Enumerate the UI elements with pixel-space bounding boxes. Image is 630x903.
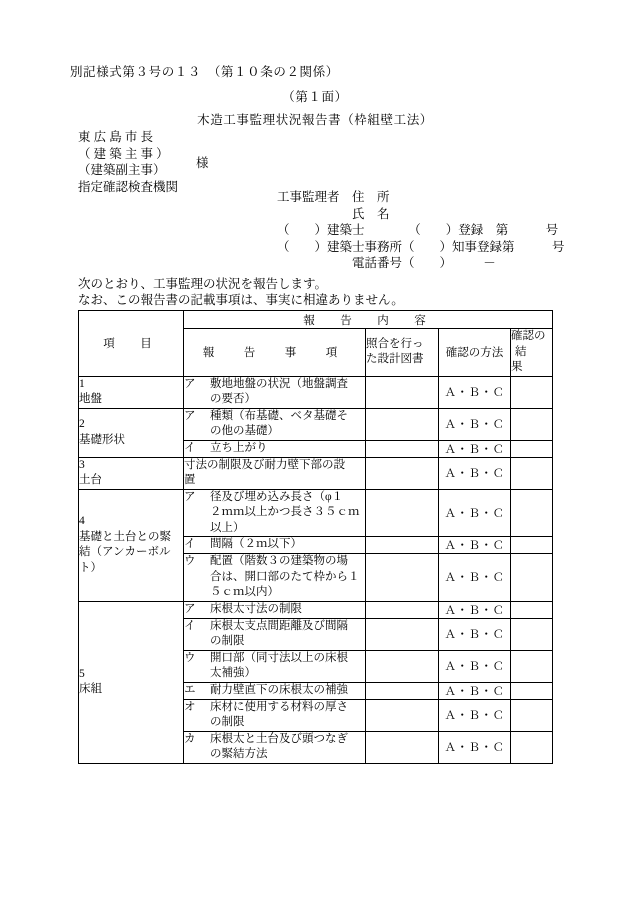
report-matter-text: 寸法の制限及び耐力壁下部の設: [184, 458, 345, 471]
confirm-result-cell[interactable]: [511, 699, 553, 731]
column-header-item: 項 目: [79, 311, 184, 377]
confirm-result-cell[interactable]: [511, 376, 553, 408]
report-matter-cell: [184, 618, 366, 650]
column-header-report-matter: 報 告 事 項: [184, 329, 366, 377]
statement-line-1: 次のとおり、工事監理の状況を報告します。: [78, 277, 328, 291]
form-number: 別記様式第３号の１３ （第１０条の２関係）: [70, 65, 339, 79]
report-matter-line: 太補強）: [210, 667, 256, 679]
confirm-result-cell[interactable]: [511, 489, 553, 537]
confirm-method-cell[interactable]: Ａ・Ｂ・Ｃ: [439, 457, 511, 489]
supervisor-phone-line: 電話番号（ ） －: [277, 256, 496, 270]
report-matter-line: [184, 683, 365, 699]
item-number: 5: [79, 667, 85, 680]
report-matter-line: [184, 409, 365, 425]
report-matter-line: [184, 602, 365, 618]
confirm-method-cell[interactable]: Ａ・Ｂ・Ｃ: [439, 554, 511, 602]
supervisor-address-line: 工事監理者 住 所: [277, 190, 390, 204]
collated-drawings-cell[interactable]: [366, 682, 439, 699]
report-matter-text: 配置（階数３の建築物の場: [210, 555, 348, 567]
confirm-result-cell[interactable]: [511, 440, 553, 457]
report-matter-cell: [184, 650, 366, 682]
report-item-lead: エ: [184, 683, 196, 696]
item-name-line: 結（アンカーボル: [79, 546, 171, 558]
report-matter-text: 立ち上がり: [210, 441, 268, 454]
collated-drawings-line-1: 照合を行っ: [366, 337, 424, 350]
table-header-row-group: [79, 311, 553, 329]
confirm-method-cell[interactable]: Ａ・Ｂ・Ｃ: [439, 601, 511, 618]
confirm-result-cell[interactable]: [511, 554, 553, 602]
table-row: [79, 408, 553, 440]
collated-drawings-cell[interactable]: [366, 376, 439, 408]
report-item-lead: ア: [184, 490, 196, 503]
confirm-result-line-1: 確認の: [511, 330, 546, 342]
confirm-result-cell[interactable]: [511, 408, 553, 440]
item-label-cell: [79, 601, 184, 763]
report-matter-text: 開口部（同寸法以上の床根: [210, 651, 348, 664]
report-matter-cell: [184, 731, 366, 763]
confirm-method-cell[interactable]: Ａ・Ｂ・Ｃ: [439, 376, 511, 408]
item-name: 床組: [79, 683, 102, 695]
confirm-result-cell[interactable]: [511, 650, 553, 682]
confirm-result-cell[interactable]: [511, 457, 553, 489]
item-label-cell: [79, 489, 184, 601]
report-matter-line: [184, 619, 365, 635]
confirm-result-line-2: 結 果: [511, 345, 546, 373]
report-matter-line: [184, 732, 365, 748]
confirm-result-cell[interactable]: [511, 731, 553, 763]
addressee-line-1: 東 広 島 市 長: [78, 130, 154, 144]
column-header-report-content: 報 告 内 容: [184, 311, 553, 329]
confirm-result-cell[interactable]: [511, 537, 553, 554]
report-item-lead: イ: [184, 441, 196, 454]
report-matter-line: の緊結方法: [210, 748, 268, 760]
item-number: 2: [79, 418, 85, 430]
report-matter-cell: [184, 699, 366, 731]
supervisor-block: [277, 189, 565, 272]
report-matter-cell: [184, 601, 366, 618]
report-item-lead: ア: [184, 602, 196, 615]
report-matter-text: 耐力壁直下の床根太の補強: [210, 683, 348, 696]
report-matter-cell: [184, 682, 366, 699]
report-table: [78, 310, 553, 764]
report-matter-line: 以上）: [210, 521, 245, 534]
column-header-collated-drawings: [366, 329, 439, 377]
collated-drawings-cell[interactable]: [366, 731, 439, 763]
report-matter-line: [184, 377, 365, 393]
collated-drawings-cell[interactable]: [366, 601, 439, 618]
item-name: 地盤: [79, 393, 102, 405]
report-table-head: [79, 311, 553, 377]
report-matter-cell: [184, 457, 366, 489]
report-matter-cell: [184, 440, 366, 457]
report-matter-line: [184, 490, 365, 506]
item-name: 土台: [79, 474, 102, 486]
addressee-honorific: 様: [196, 156, 209, 170]
item-label-cell: [79, 457, 184, 489]
table-row: [79, 489, 553, 537]
report-matter-line: 置: [184, 474, 196, 486]
report-matter-line: ５ｃｍ以内）: [210, 586, 279, 598]
addressee-line-2: （ 建 築 主 事 ）: [78, 146, 169, 161]
item-number: 1: [79, 377, 85, 390]
report-matter-text: 径及び埋め込み長さ（φ１: [210, 490, 344, 503]
supervisor-name-line: 氏 名: [277, 206, 390, 221]
page-face-label: （第１面）: [282, 90, 348, 104]
confirm-result-cell[interactable]: [511, 682, 553, 699]
report-item-lead: ウ: [184, 651, 196, 664]
report-matter-line: の要否）: [210, 393, 256, 405]
report-matter-line: [184, 554, 365, 570]
item-label-cell: [79, 408, 184, 457]
collated-drawings-cell[interactable]: [366, 554, 439, 602]
confirm-method-cell[interactable]: Ａ・Ｂ・Ｃ: [439, 618, 511, 650]
confirm-method-cell[interactable]: Ａ・Ｂ・Ｃ: [439, 731, 511, 763]
report-matter-line: の制限: [210, 635, 245, 647]
confirm-method-cell[interactable]: Ａ・Ｂ・Ｃ: [439, 440, 511, 457]
report-matter-line: [184, 458, 365, 474]
report-item-lead: カ: [184, 732, 196, 745]
confirm-method-cell[interactable]: Ａ・Ｂ・Ｃ: [439, 537, 511, 554]
statement-block: [78, 276, 404, 308]
report-matter-line: ２ｍｍ以上かつ長さ３５ｃｍ: [210, 506, 360, 518]
collated-drawings-cell[interactable]: [366, 699, 439, 731]
collated-drawings-cell[interactable]: [366, 489, 439, 537]
item-number: 4: [79, 515, 85, 527]
report-matter-cell: [184, 376, 366, 408]
report-matter-cell: [184, 554, 366, 602]
confirm-result-cell[interactable]: [511, 601, 553, 618]
report-item-lead: ウ: [184, 555, 196, 567]
confirm-method-cell[interactable]: Ａ・Ｂ・Ｃ: [439, 682, 511, 699]
statement-line-2: なお、この報告書の記載事項は、事実に相違ありません。: [78, 293, 404, 307]
report-item-lead: イ: [184, 538, 196, 551]
report-item-lead: オ: [184, 700, 196, 713]
confirm-result-cell[interactable]: [511, 618, 553, 650]
table-row: [79, 376, 553, 408]
report-matter-text: 間隔（２ｍ以下）: [210, 538, 302, 551]
report-matter-line: 合は、開口部のたて枠から１: [210, 570, 360, 583]
collated-drawings-line-2: た設計図書: [366, 353, 424, 366]
collated-drawings-cell[interactable]: [366, 618, 439, 650]
column-header-confirm-result: [511, 329, 553, 377]
confirm-method-cell[interactable]: Ａ・Ｂ・Ｃ: [439, 408, 511, 440]
report-matter-text: 床根太と土台及び頭つなぎ: [210, 732, 348, 745]
report-matter-text: 敷地地盤の状況（地盤調査: [210, 377, 348, 390]
report-matter-line: の他の基礎）: [210, 425, 279, 437]
confirm-method-cell[interactable]: Ａ・Ｂ・Ｃ: [439, 489, 511, 537]
report-matter-cell: [184, 489, 366, 537]
report-matter-line: の制限: [210, 716, 245, 728]
document-title: 木造工事監理状況報告書（枠組壁工法）: [197, 113, 433, 127]
collated-drawings-cell[interactable]: [366, 440, 439, 457]
table-row: [79, 601, 553, 618]
report-item-lead: ア: [184, 377, 196, 390]
collated-drawings-cell[interactable]: [366, 457, 439, 489]
addressee-line-4: 指定確認検査機関: [78, 179, 179, 194]
confirm-method-cell[interactable]: Ａ・Ｂ・Ｃ: [439, 650, 511, 682]
item-name-line: ト）: [79, 561, 102, 574]
report-matter-cell: [184, 408, 366, 440]
report-matter-line: [184, 700, 365, 716]
addressee-block: [78, 129, 178, 195]
report-matter-line: [184, 651, 365, 667]
report-item-lead: イ: [184, 619, 196, 632]
collated-drawings-cell[interactable]: [366, 537, 439, 554]
item-name: 基礎形状: [79, 433, 125, 446]
item-number: 3: [79, 458, 85, 471]
report-matter-text: 床根太支点間距離及び間隔: [210, 619, 348, 632]
collated-drawings-cell[interactable]: [366, 650, 439, 682]
report-matter-text: 床根太寸法の制限: [210, 602, 302, 615]
supervisor-office-registration-line: （ ）建築士事務所（ ）知事登録第 号: [277, 239, 565, 254]
collated-drawings-cell[interactable]: [366, 408, 439, 440]
report-matter-cell: [184, 537, 366, 554]
item-name-line: 基礎と土台との緊: [79, 530, 171, 543]
column-header-confirm-method: 確認の方法: [439, 329, 511, 377]
report-matter-line: [184, 537, 365, 553]
supervisor-architect-license-line: （ ）建築士 （ ）登録 第 号: [277, 223, 559, 237]
report-matter-text: 床材に使用する材料の厚さ: [210, 700, 348, 713]
addressee-line-3: （建築副主事）: [78, 163, 166, 177]
item-label-cell: [79, 376, 184, 408]
report-matter-line: [184, 441, 365, 457]
table-row: [79, 457, 553, 489]
report-matter-text: 種類（布基礎、ベタ基礎そ: [210, 409, 348, 422]
report-item-lead: ア: [184, 409, 196, 422]
report-table-body: [79, 376, 553, 763]
confirm-method-cell[interactable]: Ａ・Ｂ・Ｃ: [439, 699, 511, 731]
